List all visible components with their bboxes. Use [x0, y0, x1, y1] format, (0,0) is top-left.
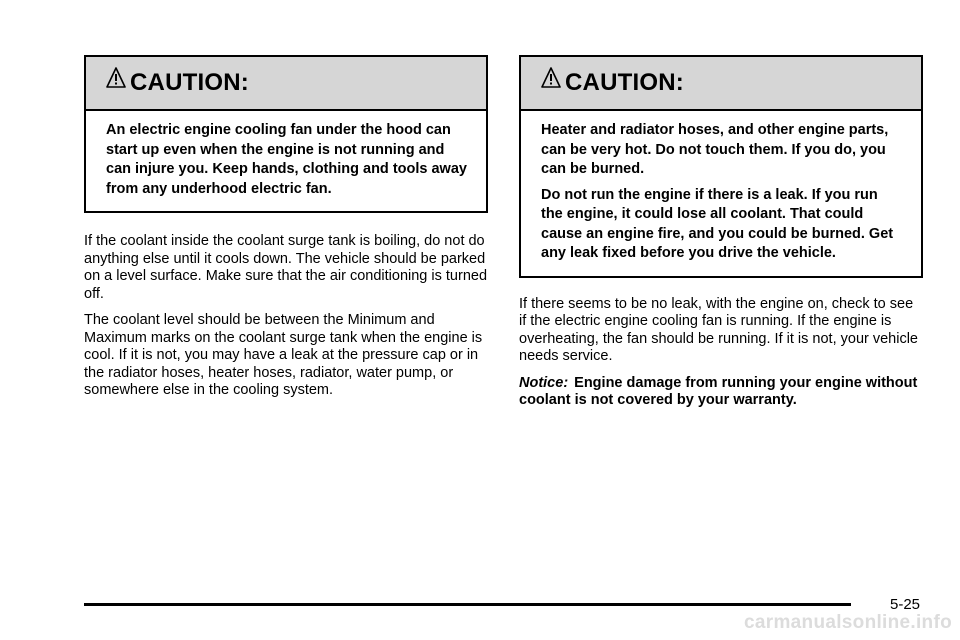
footer-rule — [84, 603, 851, 606]
caution-header — [86, 57, 486, 111]
caution-text: Heater and radiator hoses, and other engine parts, can be very hot. Do not touch them. If you do, you can be burned. — [541, 122, 889, 177]
right-column — [519, 55, 923, 410]
body-paragraph: The coolant level should be between the Minimum and Maximum marks on the coolant surge tank when the engine is cool. If it is not, you may have a leak at the pressure cap or in the radiator hoses, heater hoses, radiator, water pump, or somewhere else in the cooling system. — [84, 312, 483, 398]
body-paragraph: If there seems to be no leak, with the engine on, check to see if the electric engine cooling fan is running. If the engine is overheating, the fan should be running. If it is not, your vehicle needs service. — [519, 295, 918, 364]
watermark: carmanualsonline.info — [744, 612, 952, 633]
warning-triangle-icon — [541, 67, 561, 89]
left-column — [84, 55, 488, 400]
notice-label: Notice: — [519, 374, 569, 391]
caution-box-fan — [84, 55, 488, 213]
notice-text: Engine damage from running your engine without coolant is not covered by your warranty. — [519, 374, 918, 408]
caution-body — [86, 111, 486, 211]
caution-title: CAUTION: — [565, 69, 684, 96]
page-number: 5-25 — [890, 596, 921, 613]
caution-body — [521, 111, 921, 276]
caution-title: CAUTION: — [130, 69, 249, 96]
body-paragraph: If the coolant inside the coolant surge tank is boiling, do not do anything else until it cools down. The vehicle should be parked on a level surface. Make sure that the air conditioning is turned off. — [84, 233, 488, 302]
caution-text: Do not run the engine if there is a leak. If you run the engine, it could lose all coolant. That could cause an engine fire, and you could be burned. Get any leak fixed before you drive the vehicle. — [541, 186, 894, 261]
warning-triangle-icon — [106, 67, 126, 89]
caution-text: An electric engine cooling fan under the hood can start up even when the engine is not running and can injure you. Keep hands, clothing and tools away from any underhood electric fan. — [106, 122, 467, 197]
caution-header — [521, 57, 921, 111]
caution-box-hoses — [519, 55, 923, 278]
notice-paragraph — [519, 375, 923, 410]
